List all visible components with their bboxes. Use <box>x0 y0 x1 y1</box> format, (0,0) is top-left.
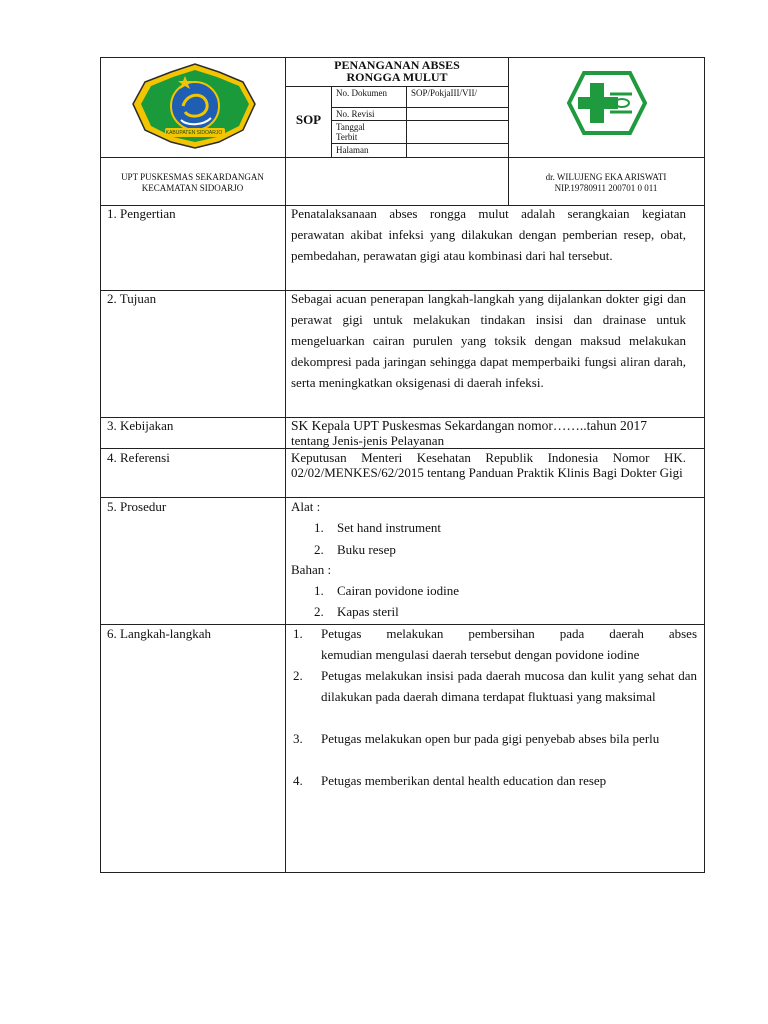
border-right <box>704 57 705 873</box>
bahan-item-num: 2. <box>314 604 324 619</box>
alat-item-num: 2. <box>314 542 324 557</box>
text-tujuan: Sebagai acuan penerapan langkah-langkah yang dijalankan dokter gigi dan perawat gigi untuk melakukan tindakan insisi dan drainase untuk mengeluarkan cairan purulen yang toksik dengan maksud melakukan dekompresi pada jaringan sehingga dapat memperbaiki fungsi aliran darah, serta meningkatkan oksigenasi di daerah infeksi. <box>291 291 686 390</box>
field-halaman-label: Halaman <box>336 145 369 155</box>
document-title <box>286 59 508 83</box>
field-no-dokumen-label: No. Dokumen <box>336 88 387 98</box>
step-number: 4. <box>293 773 303 788</box>
langkah-step <box>293 770 697 791</box>
field-no-revisi-label: No. Revisi <box>336 109 375 119</box>
step-number: 2. <box>293 668 303 683</box>
border-row4 <box>100 497 705 498</box>
signer-name: dr. WILUJENG EKA ARISWATI <box>545 172 667 182</box>
text-kebijakan <box>291 418 701 448</box>
step-number: 1. <box>293 626 303 641</box>
kebijakan-line-1: SK Kepala UPT Puskesmas Sekardangan nomor……..tahun 2017 <box>291 418 647 433</box>
step-text: Petugas melakukan open bur pada gigi penyebab abses bila perlu <box>321 731 660 746</box>
alat-item <box>314 542 614 558</box>
border-row3 <box>100 448 705 449</box>
step-text: Petugas melakukan insisi pada daerah mucosa dan kulit yang sehat dan dilakukan pada daerah dimana terdapat fluktuasi yang maksimal <box>321 668 697 704</box>
label-pengertian: 1. Pengertian <box>107 206 176 221</box>
border-field2 <box>331 120 508 121</box>
bahan-item-text: Kapas steril <box>337 604 399 619</box>
border-field3 <box>331 143 508 144</box>
step-number: 3. <box>293 731 303 746</box>
border-sop-col <box>331 86 332 157</box>
border-col-label <box>285 57 286 873</box>
bahan-item-num: 1. <box>314 583 324 598</box>
kebijakan-line-2: tentang Jenis-jenis Pelayanan <box>291 433 445 448</box>
border-header-bottom <box>100 157 705 158</box>
text-referensi: Keputusan Menteri Kesehatan Republik Indonesia Nomor HK. 02/02/MENKES/62/2015 tentang Panduan Praktik Klinis Bagi Dokter Gigi <box>291 450 686 480</box>
title-line-2: RONGGA MULUT <box>346 70 448 84</box>
organization-name <box>100 172 285 194</box>
border-field1 <box>331 107 508 108</box>
bahan-item <box>314 604 614 620</box>
title-line-1: PENANGANAN ABSES <box>334 58 460 72</box>
step-text: Petugas melakukan pembersihan pada daerah abses kemudian mengulasi daerah tersebut dengan povidone iodine <box>321 626 697 662</box>
bahan-label: Bahan : <box>291 562 332 577</box>
bahan-item-text: Cairan povidone iodine <box>337 583 460 598</box>
alat-label: Alat : <box>291 499 321 514</box>
alat-item-text: Set hand instrument <box>337 520 441 535</box>
label-langkah: 6. Langkah-langkah <box>107 626 211 641</box>
border-bottom <box>100 872 705 873</box>
alat-item-num: 1. <box>314 520 324 535</box>
label-tujuan: 2. Tujuan <box>107 291 157 306</box>
field-tanggal-terbit-label: Tanggal Terbit <box>336 122 365 142</box>
org-line-2: KECAMATAN SIDOARJO <box>141 183 244 193</box>
signer-block <box>508 172 704 194</box>
step-text: Petugas memberikan dental health education dan resep <box>321 773 607 788</box>
bahan-item <box>314 583 614 599</box>
label-prosedur: 5. Prosedur <box>107 499 167 514</box>
field-no-dokumen-value: SOP/PokjaIII/VII/ <box>411 88 477 98</box>
border-title-bottom <box>285 86 508 87</box>
label-kebijakan: 3. Kebijakan <box>107 418 174 433</box>
langkah-step <box>293 728 697 749</box>
alat-item <box>314 520 614 536</box>
border-field-col <box>406 86 407 157</box>
left-logo-text: KABUPATEN SIDOARJO <box>165 130 223 136</box>
label-referensi: 4. Referensi <box>107 450 170 465</box>
langkah-step <box>293 623 697 665</box>
alat-item-text: Buku resep <box>337 542 396 557</box>
sop-label: SOP <box>295 112 322 127</box>
langkah-step <box>293 665 697 707</box>
org-line-1: UPT PUSKESMAS SEKARDANGAN <box>121 172 264 182</box>
puskesmas-logo <box>566 70 648 136</box>
signer-nip: NIP.19780911 200701 0 011 <box>554 183 658 193</box>
kabupaten-logo <box>125 60 263 152</box>
text-pengertian: Penatalaksanaan abses rongga mulut adalah serangkaian kegiatan perawatan akibat infeksi yang dilakukan dengan pemberian resep, obat, pembedahan, perawatan gigi atau kombinasi dari hal tersebut. <box>291 206 686 263</box>
